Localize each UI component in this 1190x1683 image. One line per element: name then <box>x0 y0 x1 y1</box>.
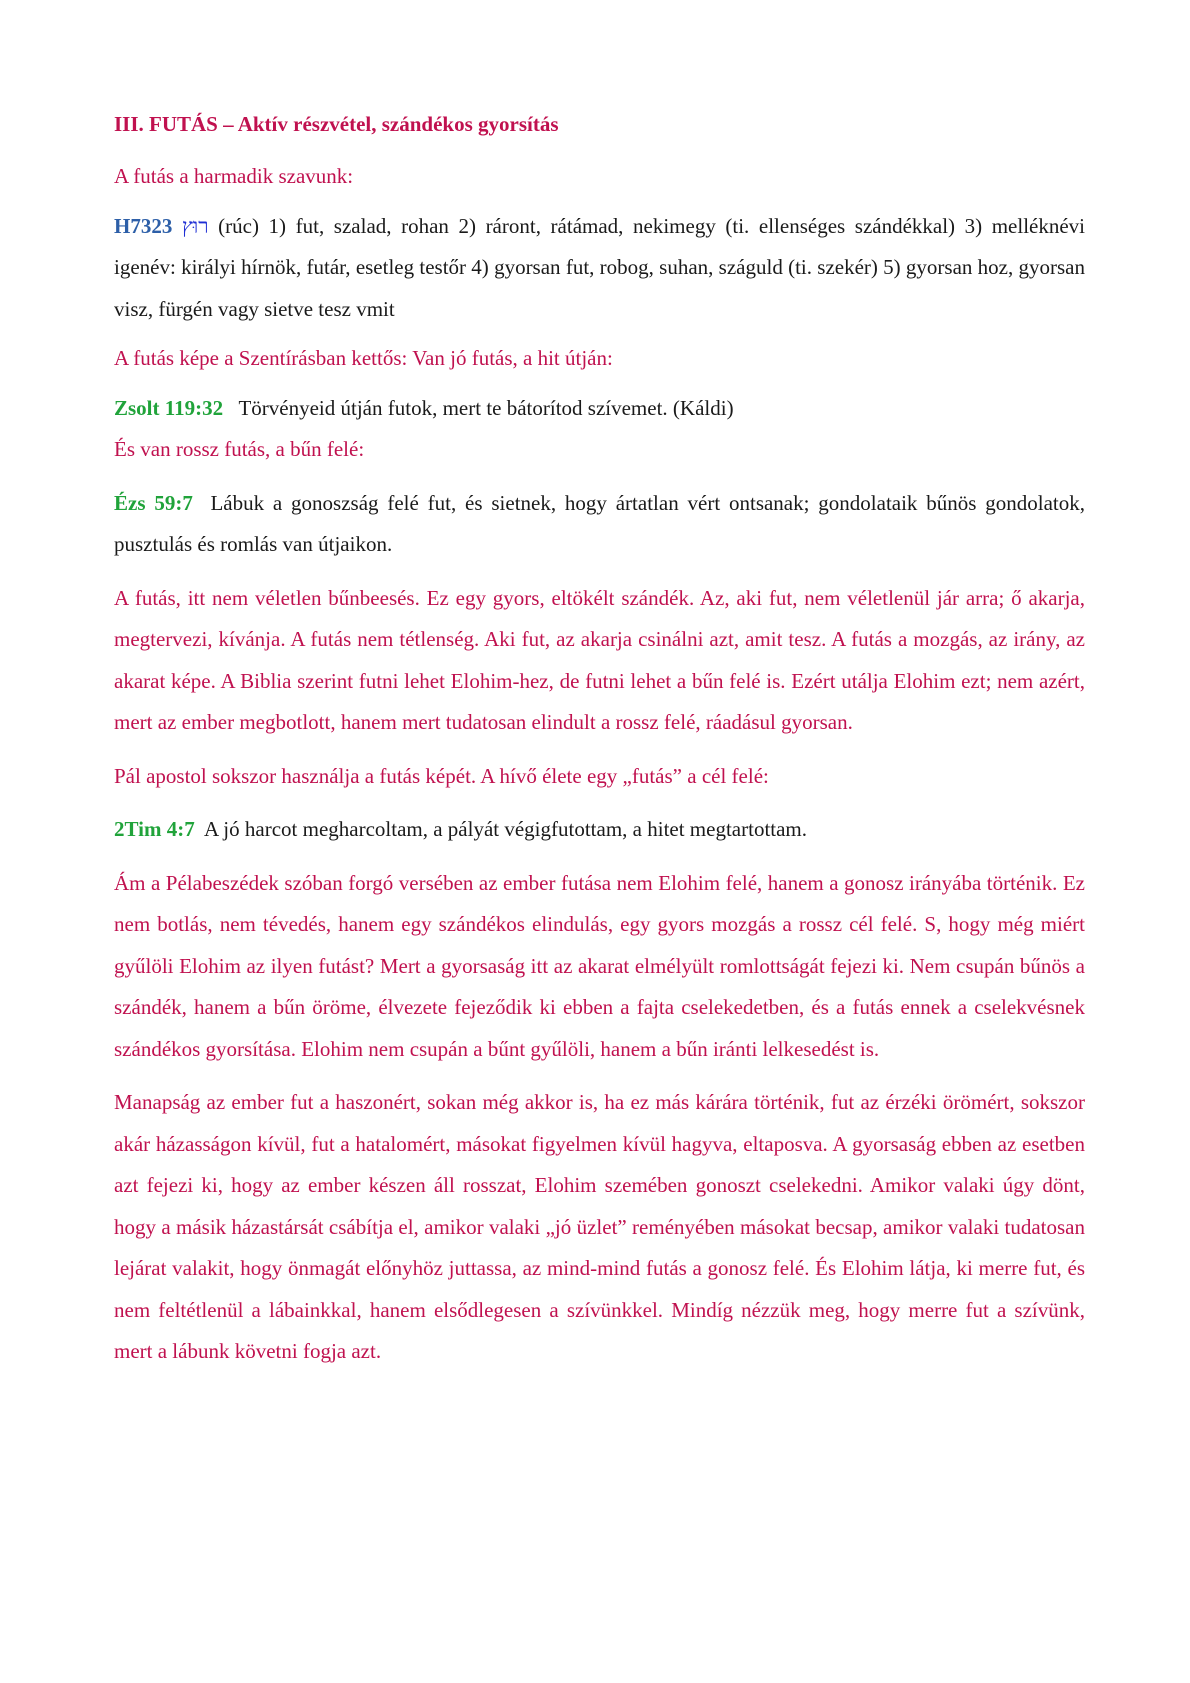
verse-2tim <box>114 809 1085 851</box>
paragraph-rossz: És van rossz futás, a bűn felé: <box>114 437 365 461</box>
section-heading: III. FUTÁS – Aktív részvétel, szándékos gyorsítás <box>114 112 559 136</box>
hebrew-word: רוּץ <box>181 213 209 238</box>
verse-text-ezs: Lábuk a gonoszság felé fut, és sietnek, hogy ártatlan vért ontsanak; gondolataik bűnös gondolatok, pusztulás és romlás van útjaikon. <box>114 490 1085 556</box>
strong-definition <box>114 206 1085 331</box>
definition-text: (rúc) 1) fut, szalad, rohan 2) ráront, rátámad, nekimegy (ti. ellenséges szándékkal) 3) melléknévi igenév: királyi hírnök, futár, esetleg testőr 4) gyorsan fut, robog, suhan, száguld (ti. szekér) 5) gyorsan hoz, gyorsan visz, fürgén vagy sietve tesz vmit <box>114 213 1086 321</box>
verse-zsolt <box>114 388 1085 430</box>
paragraph-pelabeszedek: Ám a Pélabeszédek szóban forgó versében az ember futása nem Elohim felé, hanem a gonosz irányába történik. Ez nem botlás, nem tévedés, hanem egy szándékos elindulás, egy gyors mozgás a rossz cél felé. S, hogy még miért gyűlöli Elohim az ilyen futást? Mert a gyorsaság itt az akarat elmélyült romlottságát fejezi ki. Nem csupán bűnös a szándék, hanem a bűn öröme, élvezete fejeződik ki ebben a fajta cselekedetben, és a futás ennek a cselekvésnek szándékos gyorsítása. Elohim nem csupán a bűnt gyűlöli, hanem a bűn iránti lelkesedést is. <box>114 870 1085 1061</box>
paragraph-kettos: A futás képe a Szentírásban kettős: Van jó futás, a hit útján: <box>114 346 613 370</box>
strong-number: H7323 <box>114 213 173 238</box>
intro-paragraph: A futás a harmadik szavunk: <box>114 164 354 188</box>
verse-text-zsolt: Törvényeid útján futok, mert te bátorítod szívemet. (Káldi) <box>238 395 734 420</box>
verse-ref-2tim: 2Tim 4:7 <box>114 817 195 841</box>
verse-text-2tim: A jó harcot megharcoltam, a pályát végigfutottam, a hitet megtartottam. <box>204 817 808 841</box>
verse-ref-ezs: Ézs 59:7 <box>114 490 193 515</box>
verse-ref-zsolt: Zsolt 119:32 <box>114 395 224 420</box>
paragraph-szandek: A futás, itt nem véletlen bűnbeesés. Ez egy gyors, eltökélt szándék. Az, aki fut, nem véletlenül jár arra; ő akarja, megtervezi, kívánja. A futás nem tétlenség. Aki fut, az akarja csinálni azt, amit tesz. A futás a mozgás, az irány, az akarat képe. A Biblia szerint futni lehet Elohim-hez, de futni lehet a bűn felé is. Ezért utálja Elohim ezt; nem azért, mert az ember megbotlott, hanem mert tudatosan elindult a rossz felé, ráadásul gyorsan. <box>114 585 1085 734</box>
verse-ezs <box>114 483 1085 566</box>
paragraph-manapsag: Manapság az ember fut a haszonért, sokan még akkor is, ha ez más kárára történik, fut az érzéki örömért, sokszor akár házasságon kívül, fut a hatalomért, másokat figyelmen kívül hagyva, eltaposva. A gyorsaság ebben az esetben azt fejezi ki, hogy az ember készen áll rosszat, Elohim szemében gonoszt cselekedni. Amikor valaki úgy dönt, hogy a másik házastársát csábítja el, amikor valaki „jó üzlet” reményében másokat becsap, amikor valaki tudatosan lejárat valakit, hogy önmagát előnyhöz juttassa, az mind-mind futás a gonosz felé. És Elohim látja, ki merre fut, és nem feltétlenül a lábainkkal, hanem elsődlegesen a szívünkkel. Mindíg nézzük meg, hogy merre fut a szívünk, mert a lábunk követni fogja azt. <box>114 1090 1085 1363</box>
paragraph-pal: Pál apostol sokszor használja a futás képét. A hívő élete egy „futás” a cél felé: <box>114 763 769 788</box>
